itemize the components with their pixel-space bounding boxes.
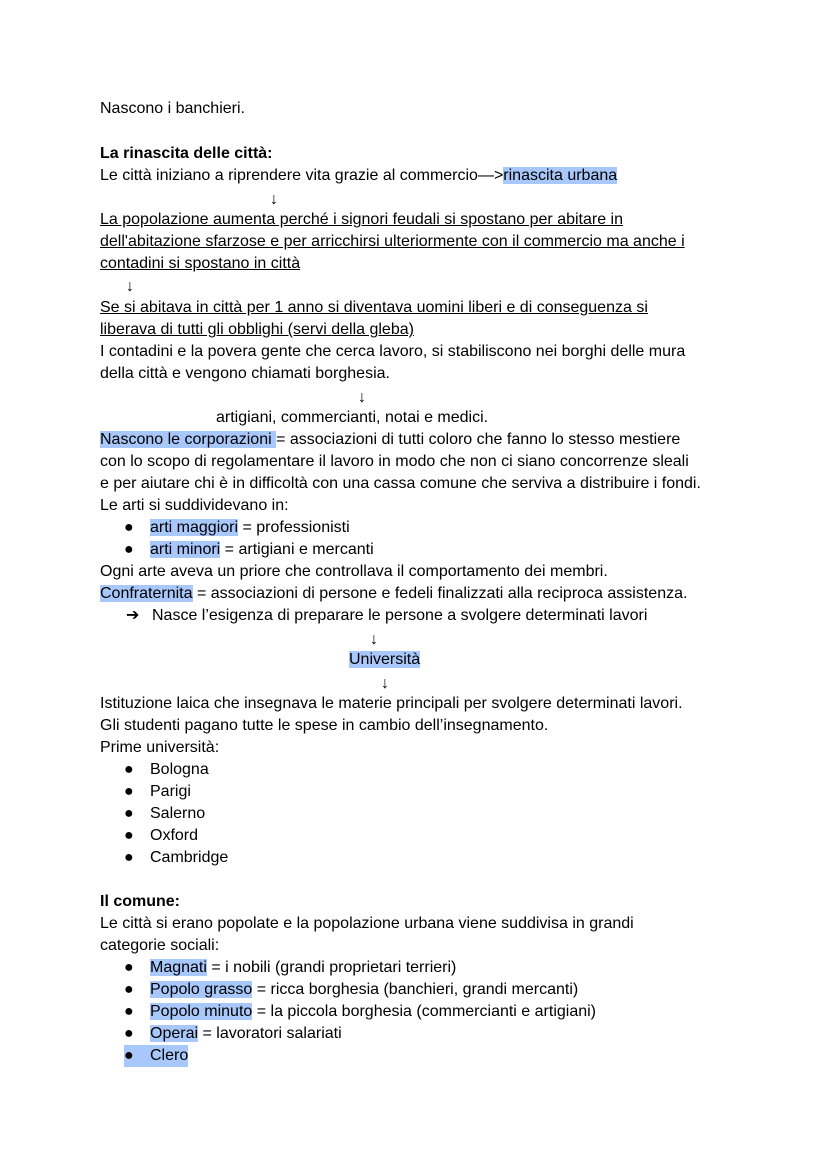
text-line: Gli studenti pagano tutte le spese in cambio dell’insegnamento. — [100, 717, 549, 734]
highlighted-term: Operai — [150, 1025, 199, 1042]
text-line: Istituzione laica che insegnava le materie principali per svolgere determinati lavori. — [100, 695, 683, 712]
down-arrow-icon: ↓ — [358, 389, 366, 406]
list-item — [126, 605, 647, 627]
down-arrow-icon: ↓ — [381, 675, 389, 692]
highlighted-term: arti maggiori — [150, 519, 239, 536]
text-line: Prime università: — [100, 739, 220, 756]
text-span: = associazioni di persone e fedeli finalizzati alla reciproca assistenza. — [192, 585, 688, 602]
list-item — [124, 781, 191, 803]
list-item — [124, 847, 228, 869]
text-line: liberava di tutti gli obblighi (servi della gleba) — [100, 321, 414, 338]
bullet-icon: ● — [124, 1025, 134, 1042]
bullet-icon: ● — [124, 849, 134, 866]
text-span: = la piccola borghesia (commercianti e artigiani) — [252, 1003, 597, 1020]
list-item — [124, 759, 209, 781]
text-line: La popolazione aumenta perché i signori feudali si spostano per abitare in — [100, 211, 624, 228]
text-line: I contadini e la povera gente che cerca lavoro, si stabiliscono nei borghi delle mura — [100, 343, 686, 360]
text-line: Le città si erano popolate e la popolazione urbana viene suddivisa in grandi — [100, 915, 634, 932]
text-span: = artigiani e mercanti — [220, 541, 374, 558]
text-line: Ogni arte aveva un priore che controllava il comportamento dei membri. — [100, 563, 608, 580]
text-line — [100, 165, 617, 187]
highlighted-term: rinascita urbana — [503, 167, 618, 184]
bullet-icon: ● — [124, 827, 134, 844]
section-heading: Il comune: — [100, 893, 181, 910]
text-line: contadini si spostano in città — [100, 255, 301, 272]
text-span: Le città iniziano a riprendere vita grazie al commercio—> — [100, 167, 504, 184]
highlighted-term: Nascono le corporazioni — [100, 431, 277, 448]
bullet-icon: ● — [124, 519, 134, 536]
section-heading: La rinascita delle città: — [100, 145, 273, 162]
list-item — [124, 1023, 342, 1045]
list-item — [124, 825, 198, 847]
down-arrow-icon: ↓ — [270, 191, 278, 208]
list-item — [124, 517, 350, 539]
highlighted-term: Clero — [150, 1047, 189, 1064]
text-span: = lavoratori salariati — [198, 1025, 342, 1042]
down-arrow-icon: ↓ — [370, 631, 378, 648]
text-line — [349, 649, 420, 671]
list-item — [124, 803, 205, 825]
highlighted-term: Università — [349, 651, 421, 668]
bullet-icon: ● — [124, 805, 134, 822]
highlighted-term: arti minori — [150, 541, 221, 558]
text-line: della città e vengono chiamati borghesia. — [100, 365, 390, 382]
text-line — [100, 583, 687, 605]
bullet-icon: ● — [124, 981, 134, 998]
bullet-icon: ● — [124, 1003, 134, 1020]
text-line: Le arti si suddividevano in: — [100, 497, 289, 514]
text-span: = ricca borghesia (banchieri, grandi mercanti) — [252, 981, 579, 998]
text-line: artigiani, commercianti, notai e medici. — [216, 409, 489, 426]
list-item — [124, 979, 578, 1001]
text-span: Cambridge — [150, 849, 229, 866]
down-arrow-icon: ↓ — [126, 278, 134, 295]
text-span: Parigi — [150, 783, 191, 800]
text-line: Se si abitava in città per 1 anno si diventava uomini liberi e di conseguenza si — [100, 299, 648, 316]
text-span: = i nobili (grandi proprietari terrieri) — [206, 959, 457, 976]
list-item — [124, 1001, 596, 1023]
highlighted-term: Popolo minuto — [150, 1003, 253, 1020]
text-line: categorie sociali: — [100, 937, 220, 954]
bullet-icon: ● — [124, 959, 134, 976]
text-span: = associazioni di tutti coloro che fanno lo stesso mestiere — [276, 431, 681, 448]
text-span: Oxford — [150, 827, 199, 844]
arrow-right-icon: ➔ — [126, 607, 140, 624]
text-span: = professionisti — [238, 519, 350, 536]
text-line — [100, 429, 680, 451]
text-line: e per aiutare chi è in difficoltà con una cassa comune che serviva a distribuire i fondi. — [100, 475, 701, 492]
text-span: Salerno — [150, 805, 206, 822]
text-line: dell'abitazione sfarzose e per arricchirsi ulteriormente con il commercio ma anche i — [100, 233, 685, 250]
text-span: Nasce l’esigenza di preparare le persone a svolgere determinati lavori — [152, 607, 648, 624]
bullet-icon: ● — [124, 541, 134, 558]
highlighted-term: Magnati — [150, 959, 207, 976]
bullet-icon: ● — [124, 761, 134, 778]
highlighted-term: Popolo grasso — [150, 981, 253, 998]
list-item — [124, 1045, 188, 1067]
list-item — [124, 539, 374, 561]
text-line: con lo scopo di regolamentare il lavoro in modo che non ci siano concorrenze sleali — [100, 453, 689, 470]
text-span: Bologna — [150, 761, 209, 778]
list-item — [124, 957, 456, 979]
bullet-icon: ● — [124, 783, 134, 800]
text-line: Nascono i banchieri. — [100, 100, 245, 117]
bullet-icon: ● — [124, 1047, 134, 1064]
highlighted-term: Confraternita — [100, 585, 193, 602]
